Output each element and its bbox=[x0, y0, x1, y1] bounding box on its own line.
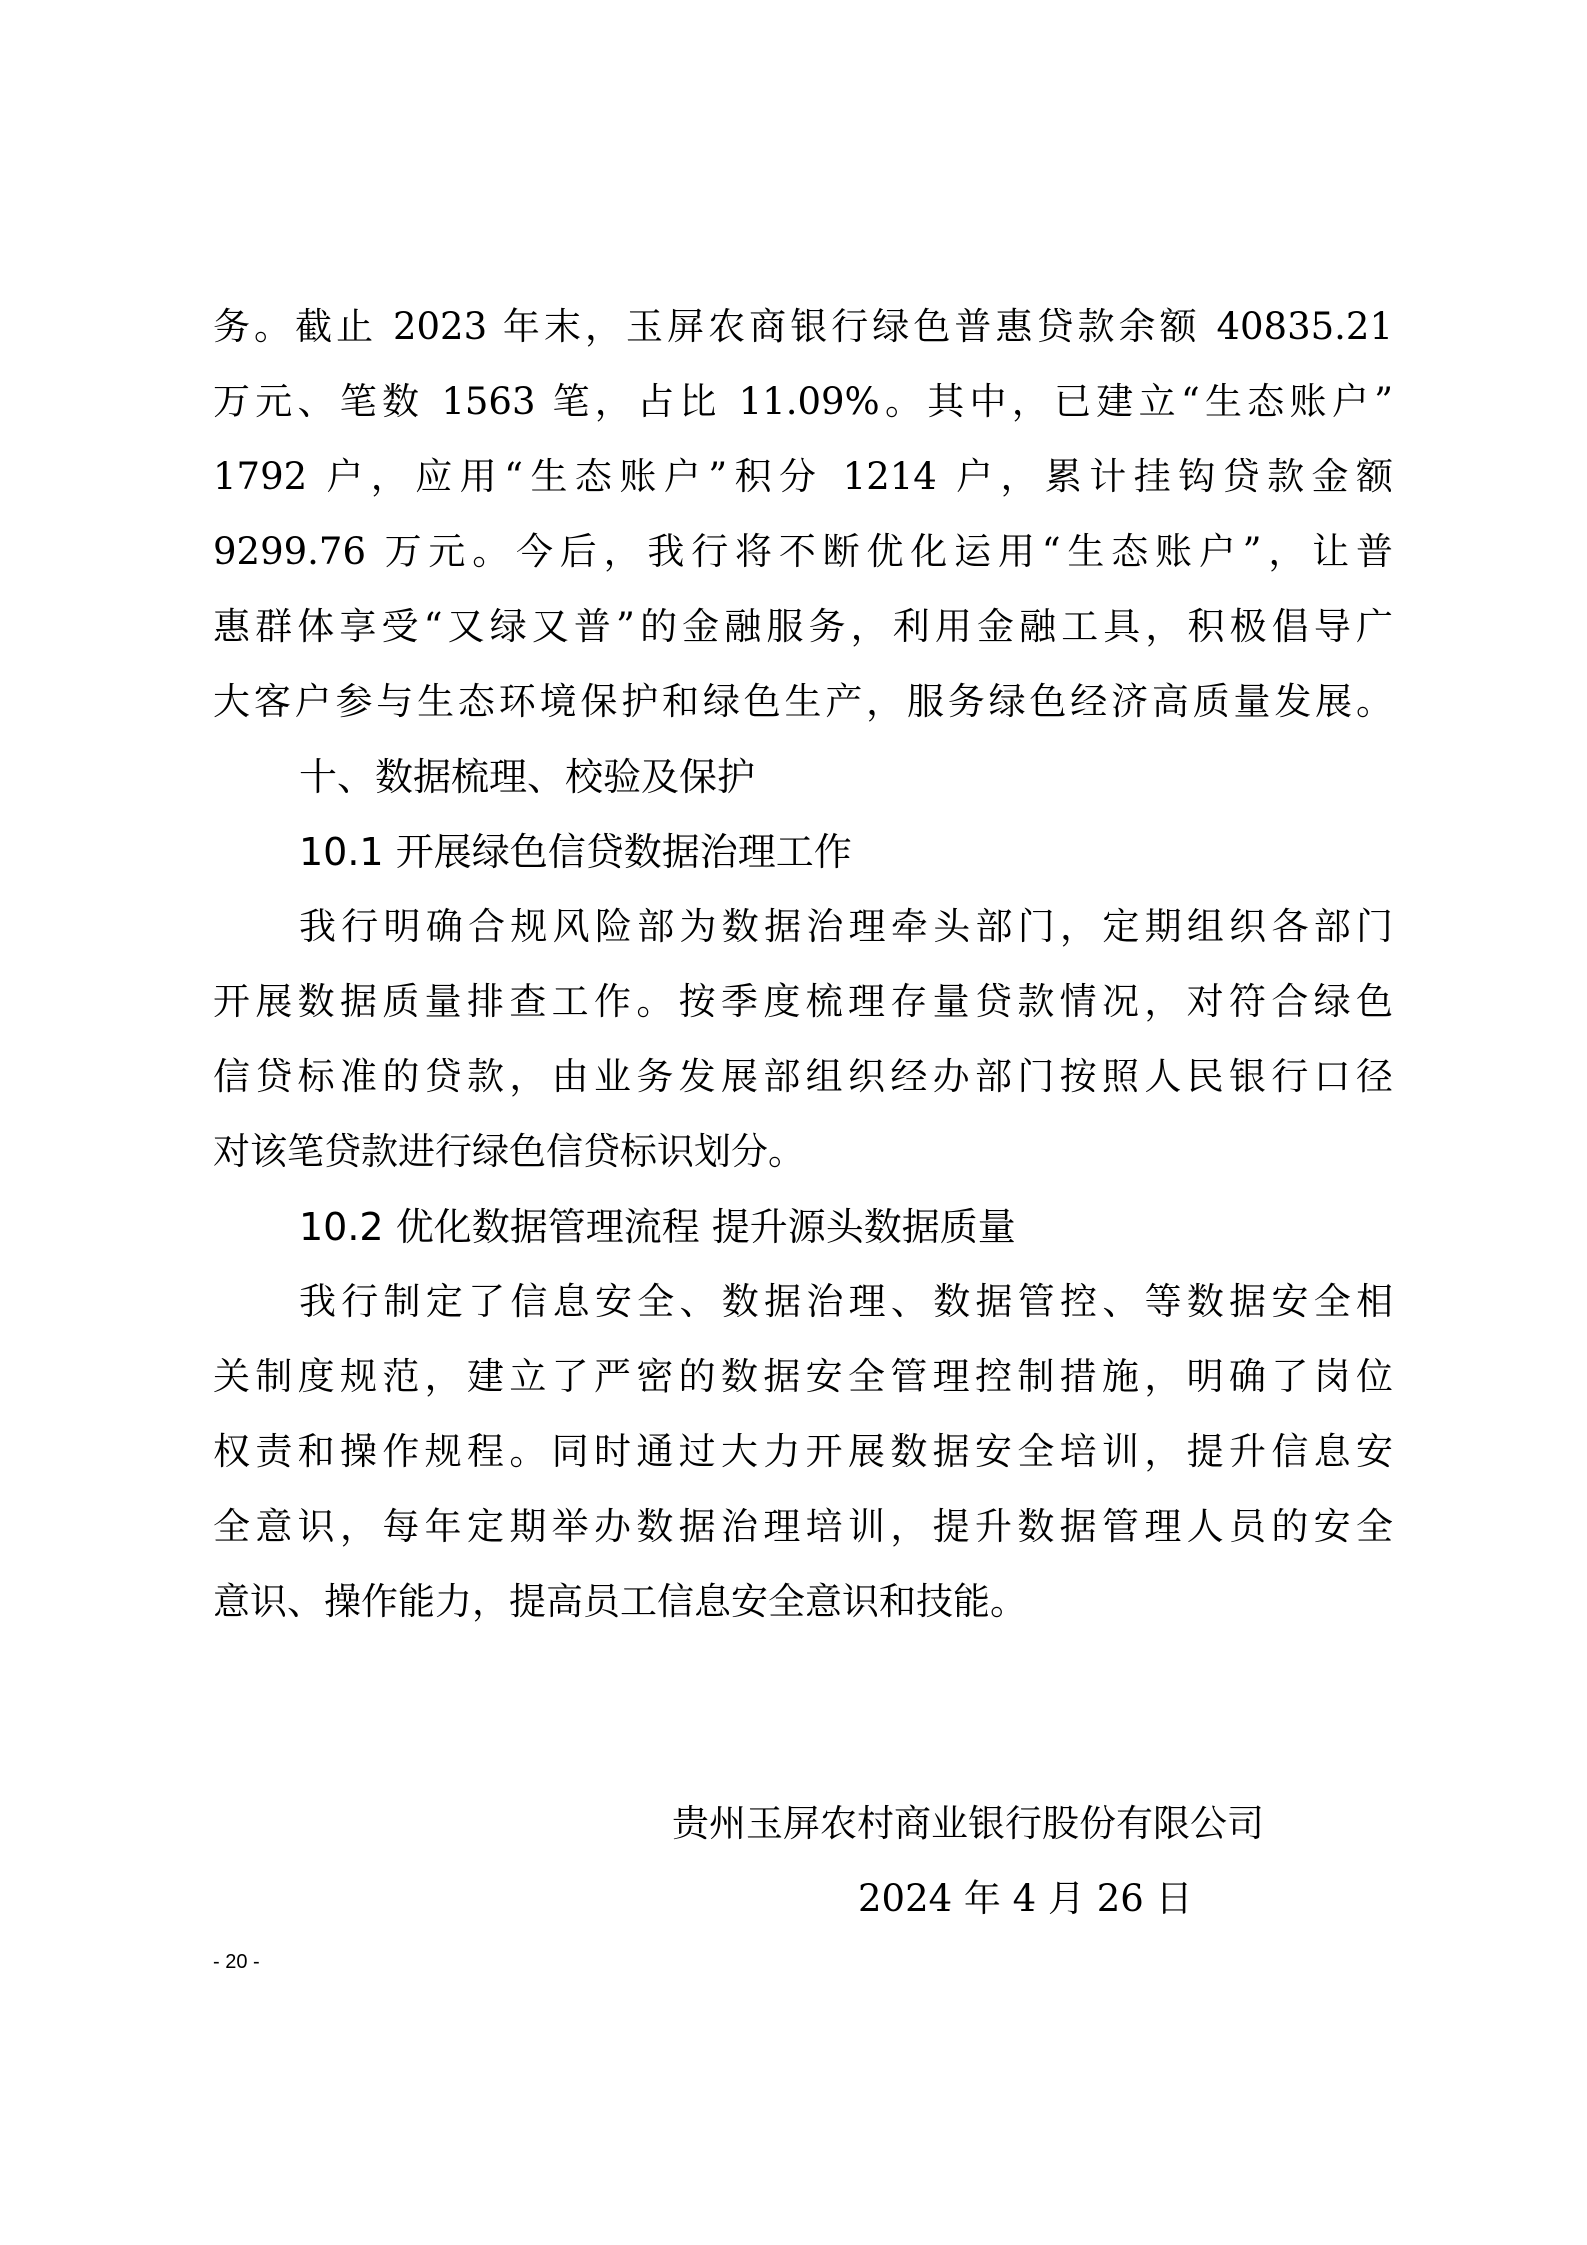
paragraph-line: 9299.76 万元。今后，我行将不断优化运用“生态账户”，让普 bbox=[213, 530, 1393, 573]
page-number: - 20 - bbox=[213, 1951, 260, 1973]
signature-organization: 贵州玉屏农村商业银行股份有限公司 bbox=[672, 1802, 1264, 1845]
subsection-heading: 10.1 开展绿色信贷数据治理工作 bbox=[299, 830, 852, 874]
paragraph-line: 权责和操作规程。同时通过大力开展数据安全培训，提升信息安 bbox=[213, 1430, 1393, 1473]
signature-date: 2024 年 4 月 26 日 bbox=[858, 1877, 1193, 1920]
paragraph-line: 惠群体享受“又绿又普”的金融服务，利用金融工具，积极倡导广 bbox=[213, 605, 1393, 648]
paragraph-line: 我行制定了信息安全、数据治理、数据管控、等数据安全相 bbox=[299, 1280, 1393, 1323]
paragraph-line: 信贷标准的贷款，由业务发展部组织经办部门按照人民银行口径 bbox=[213, 1055, 1393, 1098]
paragraph-line: 我行明确合规风险部为数据治理牵头部门，定期组织各部门 bbox=[299, 905, 1393, 948]
paragraph-line: 开展数据质量排查工作。按季度梳理存量贷款情况，对符合绿色 bbox=[213, 980, 1393, 1023]
paragraph-line: 关制度规范，建立了严密的数据安全管理控制措施，明确了岗位 bbox=[213, 1355, 1393, 1398]
paragraph-line: 万元、笔数 1563 笔，占比 11.09%。其中，已建立“生态账户” bbox=[213, 380, 1393, 423]
section-heading: 十、数据梳理、校验及保护 bbox=[299, 755, 756, 799]
paragraph-line: 大客户参与生态环境保护和绿色生产，服务绿色经济高质量发展。 bbox=[213, 680, 1393, 723]
paragraph-line: 对该笔贷款进行绿色信贷标识划分。 bbox=[213, 1130, 805, 1173]
paragraph-line: 意识、操作能力，提高员工信息安全意识和技能。 bbox=[213, 1580, 1027, 1623]
paragraph-line: 务。截止 2023 年末，玉屏农商银行绿色普惠贷款余额 40835.21 bbox=[213, 305, 1393, 348]
paragraph-line: 全意识，每年定期举办数据治理培训，提升数据管理人员的安全 bbox=[213, 1505, 1393, 1548]
paragraph-line: 1792 户，应用“生态账户”积分 1214 户，累计挂钩贷款金额 bbox=[213, 455, 1393, 498]
subsection-heading: 10.2 优化数据管理流程 提升源头数据质量 bbox=[299, 1205, 1016, 1249]
